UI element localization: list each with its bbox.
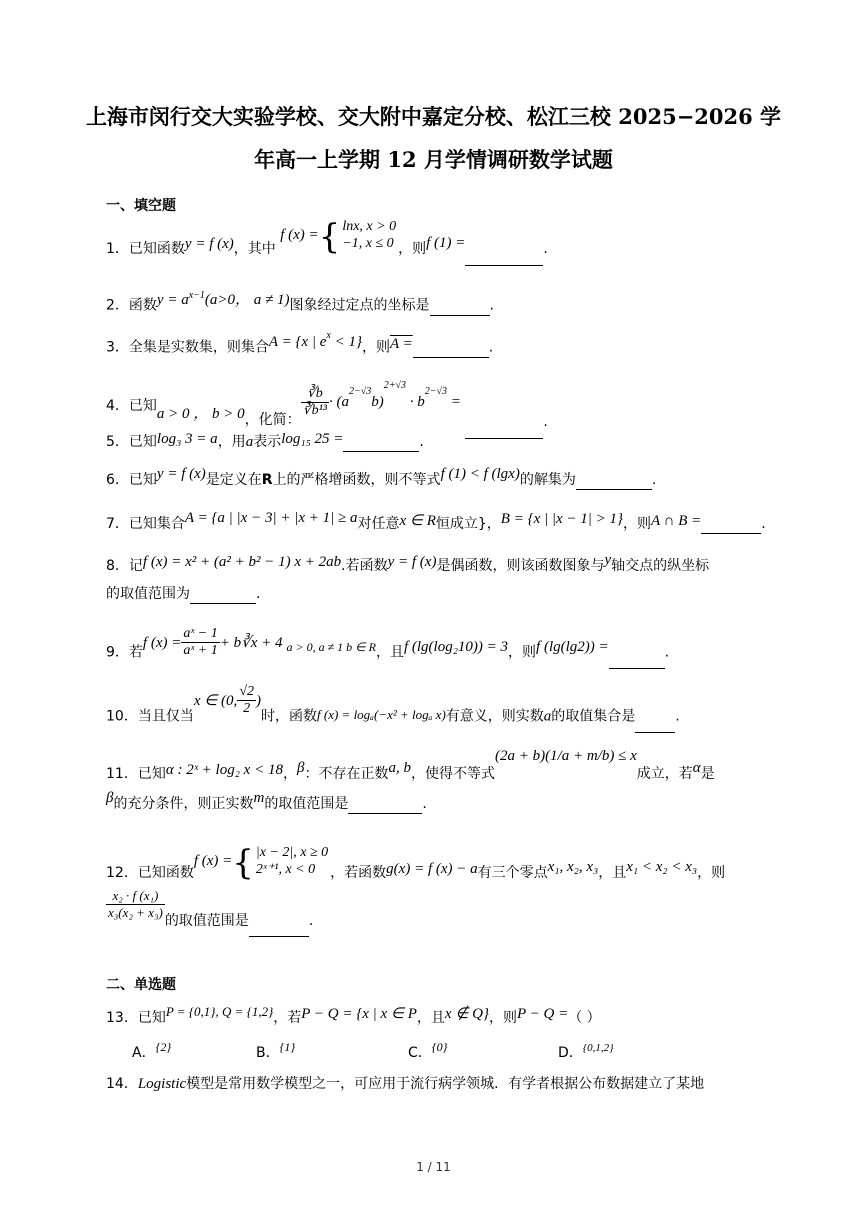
question-3: 3．全集是实数集，则集合A = {x | $e^x < 1$}，则A = .: [106, 330, 494, 356]
option-b[interactable]: B．{1}: [256, 1040, 296, 1061]
answer-blank-7[interactable]: [701, 519, 761, 534]
answer-blank-3[interactable]: [413, 343, 489, 358]
answer-blank-12[interactable]: [249, 922, 309, 937]
exam-title-line1: 上海市闵行交大实验学校、交大附中嘉定分校、松江三校 2025−2026 学: [85, 104, 782, 129]
question-4: 4．已知a > 0 ， b > 0，化简： $\frac{∛b}{\text{∛b¹³}}$ · $(a^{2-√3}b)^{2+√3} \cdot b^{2-√3}$ = .: [106, 368, 548, 423]
question-8-line2: 的取值范围为 .: [106, 586, 261, 602]
answer-blank-2[interactable]: [430, 301, 490, 316]
question-8: 8．记f (x) = x² + (a² + b² − 1) x + 2ab.若函数y = f (x)是偶函数，则该函数图象与y轴交点的纵坐标: [106, 552, 710, 574]
question-5: 5．已知log₃ 3 = a，用a表示log₁₅ 25 = .: [106, 431, 424, 450]
question-12: 12．已知函数f (x) ={ |x − 2|, x ≥ 0 2ˣ⁺¹, x < 0 ，若函数g(x) = f (x) − a有三个零点x₁, x₂, x₃，且x₁ < x₂ < x₃，则: [106, 843, 726, 883]
answer-blank-8[interactable]: [190, 589, 256, 604]
answer-blank-4[interactable]: [465, 424, 543, 439]
page-number: 1 / 11: [416, 1160, 451, 1174]
answer-blank-9[interactable]: [609, 654, 665, 669]
question-13: 13．已知P = {0,1}, Q = {1,2}，若P − Q = {x | x ∈ P，且x ∉ Q}，则P − Q =（ ）: [106, 1004, 601, 1026]
section-fill-in: 一、填空题: [106, 198, 176, 214]
question-12-line2: $\frac{\text{x₂ · f (x₁)}}{\text{x₃(x₂ + x₃)}}$ 的取值范围是 .: [106, 888, 313, 921]
question-1: 1．已知函数y = f (x)，其中 f (x) ={ lnx, x > 0 −1, x ≤ 0 ，则f (1) = .: [106, 232, 548, 266]
section-single-choice: 二、单选题: [106, 977, 176, 993]
question-14: 14．Logistic模型是常用数学模型之一，可应用于流行病学领城．有学者根据公布数据建立了某地: [106, 1076, 705, 1092]
answer-blank-6[interactable]: [576, 475, 652, 490]
question-9: 9．若f (x) = $\frac{\text{aˣ − 1}}{\text{aˣ + 1}}$ + b∛x + 4 a > 0, a ≠ 1 b ∈ R，且f (lg(log₂10)) = 3，则f (lg(lg2)) = .: [106, 636, 669, 669]
answer-blank-1[interactable]: [465, 251, 543, 266]
exam-title-line2: 年高一上学期 12 月学情调研数学试题: [254, 147, 613, 172]
option-a[interactable]: A．{2}: [132, 1040, 172, 1061]
option-d[interactable]: D．$^{\{0,1,2\}}$: [558, 1042, 614, 1061]
question-10: 10．当且仅当x ∈ (0, $\frac{√2}{2}$ )时，函数f (x) = logₐ(−x² + logₐ x)有意义，则实数a的取值集合是 .: [106, 700, 680, 733]
answer-blank-10[interactable]: [635, 718, 675, 733]
answer-blank-5[interactable]: [343, 437, 419, 452]
question-11-line2: β的充分条件，则正实数m的取值范围是 .: [106, 790, 427, 812]
question-6: 6．已知y = f (x)是定义在R上的严格增函数，则不等式f (1) < f (lgx)的解集为 .: [106, 466, 657, 488]
option-c[interactable]: C．{0}: [408, 1040, 448, 1061]
question-2: 2．函数$y = a^{x-1}(a>0$， a ≠ 1)图象经过定点的坐标是 .: [106, 290, 494, 314]
answer-blank-11[interactable]: [348, 799, 422, 814]
question-11: 11．已知α : 2ˣ + log₂ x < 18，β：不存在正数a, b，使得不等式(2a + b)(1/a + m/b) ≤ x成立，若α是: [106, 748, 715, 782]
question-7: 7．已知集合A = {a | |x − 3| + |x + 1| ≥ a对任意x ∈ R恒成立}，B = {x | |x − 1| > 1}，则A ∩ B = .: [106, 510, 766, 532]
